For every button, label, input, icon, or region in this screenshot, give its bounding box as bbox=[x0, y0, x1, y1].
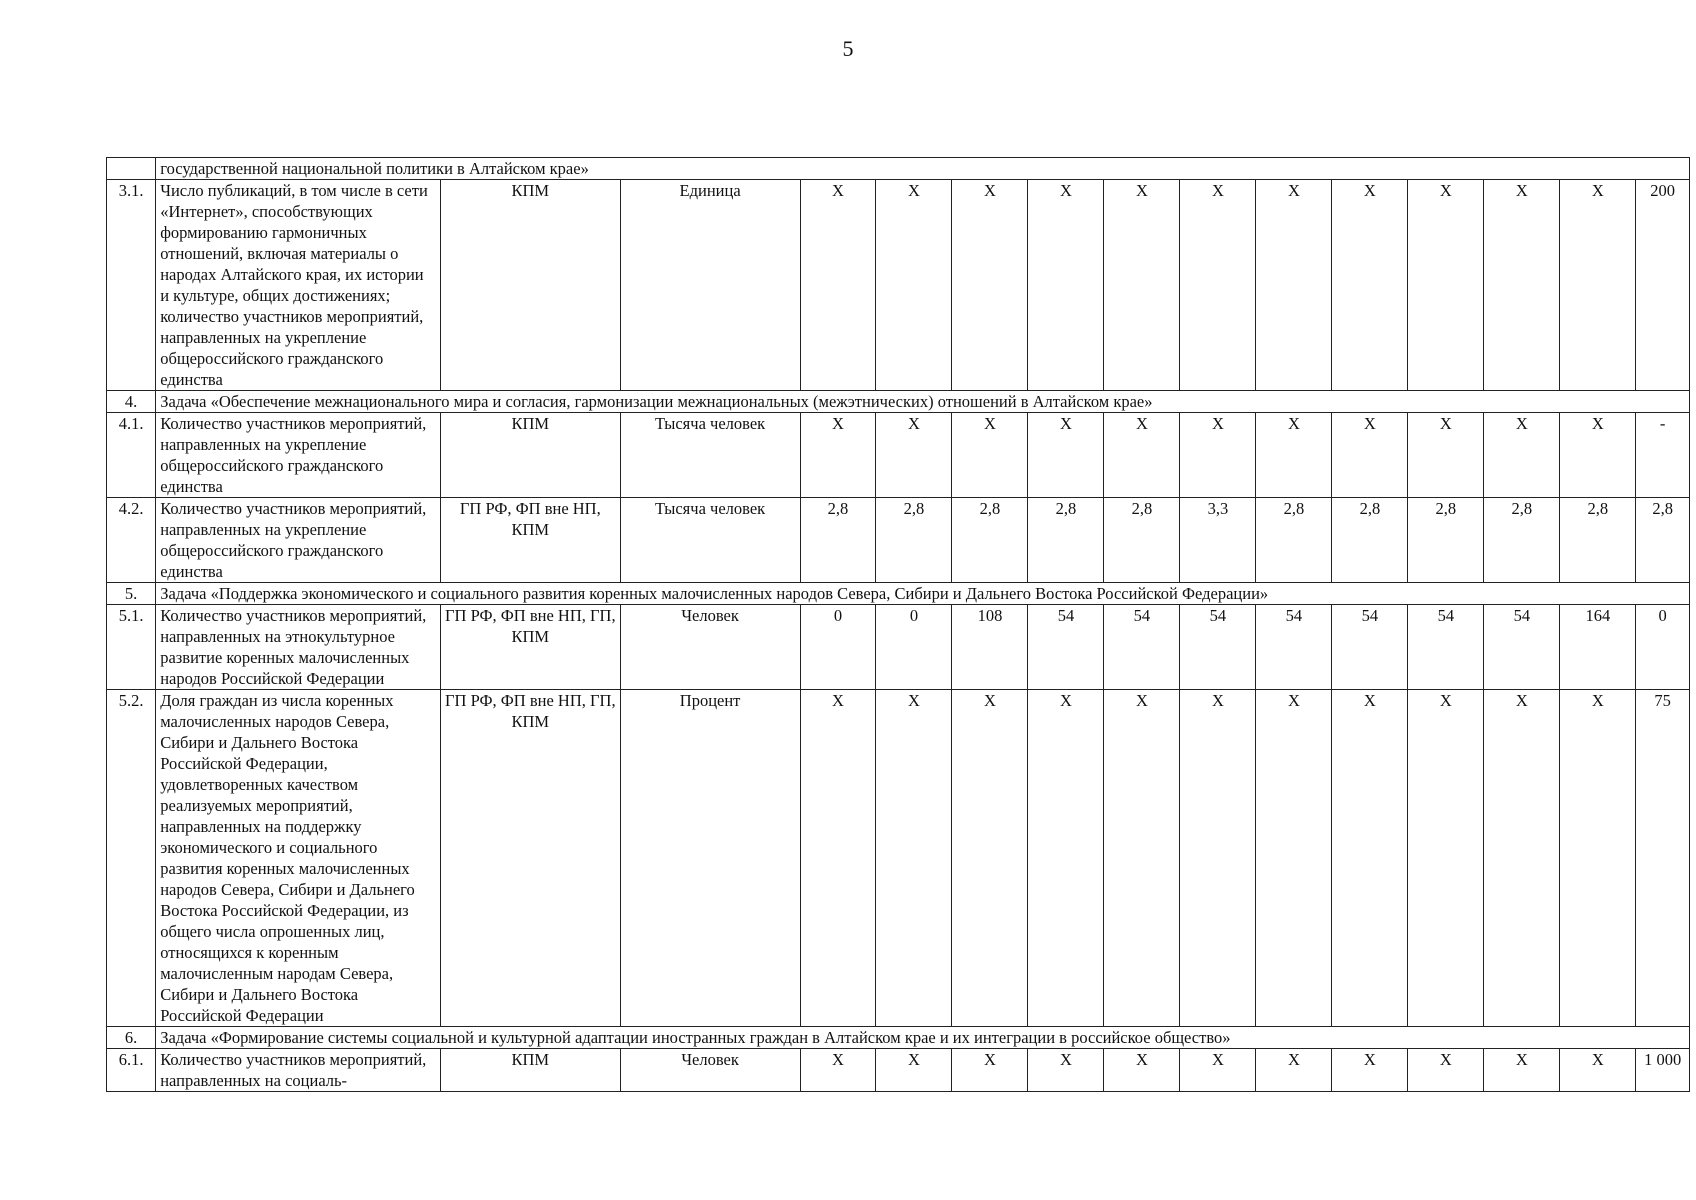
value-cell: X bbox=[1180, 690, 1256, 1027]
value-cell: 54 bbox=[1104, 605, 1180, 690]
indicator-row bbox=[107, 498, 1690, 583]
value-cell: 2,8 bbox=[1256, 498, 1332, 583]
value-cell: 54 bbox=[1332, 605, 1408, 690]
value-cell: 0 bbox=[800, 605, 876, 690]
value-cell: X bbox=[1256, 413, 1332, 498]
value-cell: X bbox=[1104, 180, 1180, 391]
row-number: 5.1. bbox=[107, 605, 156, 690]
source-cell: ГП РФ, ФП вне НП, ГП, КПМ bbox=[440, 605, 620, 690]
row-number: 6. bbox=[107, 1027, 156, 1049]
value-cell: X bbox=[1180, 180, 1256, 391]
task-row bbox=[107, 391, 1690, 413]
value-cell: X bbox=[1256, 690, 1332, 1027]
value-cell: X bbox=[1484, 690, 1560, 1027]
unit-cell: Тысяча человек bbox=[620, 498, 800, 583]
value-cell: X bbox=[1180, 413, 1256, 498]
value-cell: 54 bbox=[1408, 605, 1484, 690]
value-cell: 54 bbox=[1484, 605, 1560, 690]
indicator-name: Количество участников мероприятий, направленных на укрепление общероссийского гражданского единства bbox=[156, 413, 441, 498]
value-cell: 0 bbox=[876, 605, 952, 690]
value-cell: 2,8 bbox=[952, 498, 1028, 583]
source-cell: КПМ bbox=[440, 1049, 620, 1092]
value-cell: 0 bbox=[1636, 605, 1690, 690]
value-cell: X bbox=[952, 1049, 1028, 1092]
source-cell: ГП РФ, ФП вне НП, ГП, КПМ bbox=[440, 690, 620, 1027]
row-number: 4.1. bbox=[107, 413, 156, 498]
value-cell: X bbox=[800, 1049, 876, 1092]
row-number: 4. bbox=[107, 391, 156, 413]
unit-cell: Человек bbox=[620, 605, 800, 690]
value-cell: X bbox=[1484, 1049, 1560, 1092]
task-title: Задача «Поддержка экономического и социального развития коренных малочисленных народов Севера, Сибири и Дальнего Востока Российской Федерации» bbox=[156, 583, 1690, 605]
value-cell: X bbox=[1332, 413, 1408, 498]
source-cell: ГП РФ, ФП вне НП, КПМ bbox=[440, 498, 620, 583]
task-title: Задача «Обеспечение межнационального мира и согласия, гармонизации межнациональных (межэтнических) отношений в Алтайском крае» bbox=[156, 391, 1690, 413]
value-cell: 2,8 bbox=[1408, 498, 1484, 583]
value-cell: 2,8 bbox=[1484, 498, 1560, 583]
indicator-row bbox=[107, 1049, 1690, 1092]
value-cell: X bbox=[800, 413, 876, 498]
value-cell: 2,8 bbox=[1332, 498, 1408, 583]
value-cell: 54 bbox=[1028, 605, 1104, 690]
value-cell: - bbox=[1636, 413, 1690, 498]
value-cell: X bbox=[1408, 413, 1484, 498]
page-number: 5 bbox=[842, 36, 854, 61]
unit-cell: Тысяча человек bbox=[620, 413, 800, 498]
indicator-row bbox=[107, 690, 1690, 1027]
value-cell: X bbox=[1256, 1049, 1332, 1092]
source-cell: КПМ bbox=[440, 180, 620, 391]
value-cell: 2,8 bbox=[1104, 498, 1180, 583]
indicator-name: Количество участников мероприятий, направленных на укрепление общероссийского гражданского единства bbox=[156, 498, 441, 583]
value-cell: X bbox=[1484, 180, 1560, 391]
header-fragment: государственной национальной политики в Алтайском крае» bbox=[156, 158, 1690, 180]
value-cell: X bbox=[1028, 690, 1104, 1027]
row-number: 5.2. bbox=[107, 690, 156, 1027]
value-cell: X bbox=[1408, 180, 1484, 391]
task-row bbox=[107, 1027, 1690, 1049]
value-cell: X bbox=[1256, 180, 1332, 391]
source-cell: КПМ bbox=[440, 413, 620, 498]
indicator-row bbox=[107, 180, 1690, 391]
value-cell: 3,3 bbox=[1180, 498, 1256, 583]
value-cell: X bbox=[1560, 690, 1636, 1027]
value-cell: 75 bbox=[1636, 690, 1690, 1027]
value-cell: X bbox=[800, 690, 876, 1027]
value-cell: X bbox=[1028, 413, 1104, 498]
unit-cell: Человек bbox=[620, 1049, 800, 1092]
value-cell: X bbox=[952, 180, 1028, 391]
unit-cell: Единица bbox=[620, 180, 800, 391]
value-cell: X bbox=[1104, 690, 1180, 1027]
value-cell: 54 bbox=[1256, 605, 1332, 690]
value-cell: 54 bbox=[1180, 605, 1256, 690]
row-number: 3.1. bbox=[107, 180, 156, 391]
value-cell: X bbox=[876, 1049, 952, 1092]
value-cell: 164 bbox=[1560, 605, 1636, 690]
value-cell: X bbox=[1028, 180, 1104, 391]
value-cell: X bbox=[1484, 413, 1560, 498]
value-cell: X bbox=[1028, 1049, 1104, 1092]
indicator-name: Доля граждан из числа коренных малочисленных народов Севера, Сибири и Дальнего Востока Российской Федерации, удовлетворенных качеством реализуемых мероприятий, направленных на поддержку экономического и социального развития коренных малочисленных народов Севера, Сибири и Дальнего Востока Российской Федерации, из общего числа опрошенных лиц, относящихся к коренным малочисленным народам Севера, Сибири и Дальнего Востока Российской Федерации bbox=[156, 690, 441, 1027]
value-cell: 2,8 bbox=[800, 498, 876, 583]
value-cell: X bbox=[876, 413, 952, 498]
value-cell: 200 bbox=[1636, 180, 1690, 391]
value-cell: X bbox=[876, 180, 952, 391]
row-number-cell bbox=[107, 158, 156, 180]
indicator-row bbox=[107, 605, 1690, 690]
value-cell: X bbox=[1332, 690, 1408, 1027]
task-row bbox=[107, 583, 1690, 605]
indicator-row bbox=[107, 413, 1690, 498]
indicator-name: Количество участников мероприятий, направленных на этнокультурное развитие коренных малочисленных народов Российской Федерации bbox=[156, 605, 441, 690]
indicator-name: Число публикаций, в том числе в сети «Интернет», способствующих формированию гармоничных отношений, включая материалы о народах Алтайского края, их истории и культуре, общих достижениях; количество участников мероприятий, направленных на укрепление общероссийского гражданского единства bbox=[156, 180, 441, 391]
value-cell: 2,8 bbox=[1028, 498, 1104, 583]
value-cell: 2,8 bbox=[876, 498, 952, 583]
value-cell: X bbox=[1180, 1049, 1256, 1092]
value-cell: 108 bbox=[952, 605, 1028, 690]
header-fragment-row bbox=[107, 158, 1690, 180]
value-cell: X bbox=[1408, 690, 1484, 1027]
row-number: 5. bbox=[107, 583, 156, 605]
value-cell: X bbox=[1408, 1049, 1484, 1092]
value-cell: X bbox=[1332, 180, 1408, 391]
value-cell: X bbox=[1332, 1049, 1408, 1092]
value-cell: 2,8 bbox=[1636, 498, 1690, 583]
value-cell: 2,8 bbox=[1560, 498, 1636, 583]
task-title: Задача «Формирование системы социальной и культурной адаптации иностранных граждан в Алтайском крае и их интеграции в российское общество» bbox=[156, 1027, 1690, 1049]
row-number: 6.1. bbox=[107, 1049, 156, 1092]
value-cell: X bbox=[1104, 413, 1180, 498]
value-cell: X bbox=[1560, 180, 1636, 391]
row-number: 4.2. bbox=[107, 498, 156, 583]
indicator-name: Количество участников мероприятий, направленных на социаль- bbox=[156, 1049, 441, 1092]
value-cell: X bbox=[1560, 413, 1636, 498]
value-cell: 1 000 bbox=[1636, 1049, 1690, 1092]
value-cell: X bbox=[952, 690, 1028, 1027]
value-cell: X bbox=[1104, 1049, 1180, 1092]
unit-cell: Процент bbox=[620, 690, 800, 1027]
indicators-table bbox=[106, 157, 1690, 1092]
value-cell: X bbox=[952, 413, 1028, 498]
value-cell: X bbox=[1560, 1049, 1636, 1092]
value-cell: X bbox=[800, 180, 876, 391]
value-cell: X bbox=[876, 690, 952, 1027]
